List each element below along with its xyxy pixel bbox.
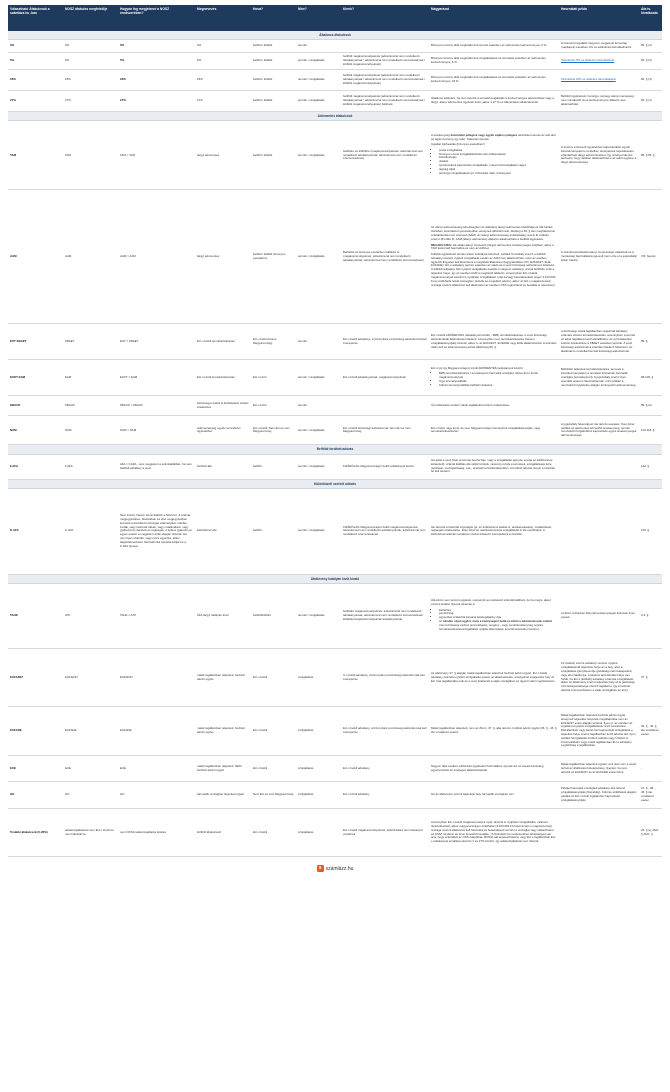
list-item: • Külzeti szemelyszállítás belföldi szakasza [439,384,557,388]
cell-where: Nem EU és nem Magyarország [251,782,296,809]
cell-where: EU-n belüli [251,649,296,707]
szamlazz-logo-icon: s [317,865,324,872]
cell-vat-key: F.AFA [8,454,63,479]
table-row [8,360,662,396]
list-item: • Ügyl személyszállítás [439,380,557,384]
cell-to-whom: belföldre magánszemélyeknek, adószámmal nem rendelkező adóalanyoknak, adószámmal nem rendelkező szervezeteknek külföldre/magánszemélyeknek adóalanyoknak [341,584,429,649]
cell-what: szolgáltatás [296,782,341,809]
table-row [8,53,662,70]
explanation-list [431,609,557,632]
cell-designation: EU-n kívüli termékértékesítés [195,360,251,396]
cell-explanation: Általános adókulcs, ha nem tartozik a termék/szolgáltatás a kedvezményes adómértékek vagy a tárgyi, alanyi adómentes ügyletek közé, akkor a 27 %-os áfamértéket alkalmazandó. [429,91,559,112]
cell-where: belföld / külföld [251,40,296,53]
cell-what: termék [296,324,341,360]
cell-to-whom: EU-n belüli közösségi adószámmal; Nem EU és nem Magyarország [341,416,429,445]
cell-where: belföld / külföld [251,91,296,112]
cell-what: termék / szolgáltatás [296,454,341,479]
cell-designation: 5% [195,53,251,70]
cell-to-whom: EU-n belüli adóalany, a bizonyítani a közösségi adószámmak kell szerepelnie [341,707,429,756]
cell-vat-key: 27% [8,91,63,112]
cell-law-reference: 36. § - 46. § ide vonatkozó esetei [639,707,662,756]
cell-nosz-equivalent: K.AFA [63,488,118,574]
cell-vat-key: EUT KBAET [8,324,63,360]
section-header [8,479,662,488]
cell-law-reference: 98-109. § [639,360,662,396]
vat-table [8,5,662,857]
cell-designation: 0% [195,40,251,53]
cell-nosz-display: EUT = KBAET [118,324,195,360]
cell-nosz-display: EUFADE [118,707,195,756]
cell-nosz-display: 18% [118,70,195,91]
vat-key-table [8,5,662,872]
cell-explanation: Bizonyos törvény által meghatározott szolgáltatások és termékek esetében az adómentes kedvezményes, 5 %. [429,53,559,70]
cell-explanation: Új közlekedési eszköz másik tagállamba történő értékesítése. [429,396,559,416]
cell-vat-key: EUFAD37 [8,649,63,707]
cell-nosz-equivalent: NAM [63,416,118,445]
cell-what: termék / szolgáltatás [296,416,341,445]
cell-designation: különbözeti áfa [195,488,251,574]
cell-explanation: Bizonyos törvény által meghatározott szolgáltatások és termékek esetében az adómentes kedvezményes, 18 %. [429,70,559,91]
cell-vat-key: További áfakulcsok (0-26%) [8,809,63,857]
cell-vat-key: EUKT EAM [8,360,63,396]
cell-explanation [429,809,559,857]
cell-law-reference: 82. § (2) [639,53,662,70]
table-row [8,488,662,574]
cell-to-whom: belföldi magánszemélyeknek (adószámmal nem rendelkező adóalanyoknak / adószámmal nem rendelkező szervezeteknek / külföldi magánszemélyeknek) [341,70,429,91]
column-header-law-reference: Áfa tv. hivatkozás [639,5,662,31]
section-header [8,445,662,454]
cell-usage-example [559,53,639,70]
cell-nosz-equivalent: 18% [63,70,118,91]
explanation-paragraph: Külföldi ügyleteknél szintén eltérő szabályok lehetnek, például fő szabály szerint a külföldi adóalany részére nyújtott szolgáltatás esetén az AAM nem alkalmazható, ezen az esetben ügyletről fizgyelen kell kisérítseni a megfelelő áfakulcsot (leggyakrabban HO, EUFAD37, EUE, EUFADE). EU-s adóalany partner esetében az eladó és a vevő közösségi adószáma is kötelező. A külföldi adóalany felé nyújtott szolgáltatás esetében maga az adóalany, annak belföldre szük a teljesítés helye, így az esetben AAM a megfelelő áfakulcs. Amennyiben EU-n belüli magánszemélyek távolról is nyújtható szolgáltatást nyújt és/vagy távértékesítést végez 3.100.000 Ft-os értékhatár feletti összegben (adózik és megelőző adóév), akkor az EU-s magánszemély országa szerinti áfakulcsot kell alkalmazni az esetben OSS regisztráció és bevallás is releváns(!) [431,251,556,287]
cell-what: termék / szolgáltatás [296,70,341,91]
cell-where: belföld / külföld [251,70,296,91]
footer-logo [317,865,354,872]
cell-nosz-display: TAHK = ATK [118,584,195,649]
cell-usage-example: Belföldi ügyleteknél, ha tárgyi- és/vagy alanyi mentesség nem vonatkozik rá és kedvezményes áfakulcs sem alkalmazható. [559,91,639,112]
cell-law-reference: 142. § [639,454,662,479]
table-row [8,809,662,857]
column-header-nosz-display: Hogyan fog megjelenni a NOSZ rendszerében? [118,5,195,31]
cell-to-whom: belföldre és külföldre (magánszemélyeknek, adószámmal nem rendelkező adóalanyoknak, adószámmal nem rendelkező szervezeteknek) [341,121,429,190]
cell-where: EU-n kívül [251,360,296,396]
table-row [8,396,662,416]
cell-to-whom: belföldi magánszemélyeknek (adószámmal nem rendelkező adóalanyoknak / adószámmal nem rendelkező szervezeteknek / külföldi magánszemélyeknek) [341,53,429,70]
cell-nosz-display: NAM = NAM [118,416,195,445]
cell-designation: ÁFA tárgyi hatályán kívül [195,584,251,649]
cell-designation: 27% [195,91,251,112]
cell-usage-example [559,70,639,91]
cell-designation: fordított áfa [195,454,251,479]
cell-to-whom: EU-n kívüli adóalanyoknak, magánszemélyeknek [341,360,429,396]
cell-law-reference: 37. § , 38. - 46. § ide vonatkozó esetei [639,782,662,809]
cell-law-reference: 37. § [639,649,662,707]
section-title: Különbözeti szerinti adózás [8,479,662,488]
cell-to-whom: EU-n kívüli adóalany [341,782,429,809]
cell-nosz-equivalent: 5% [63,53,118,70]
column-header-designation: Megnevezés [195,5,251,31]
cell-what: termék / szolgáltatás [296,53,341,70]
explanation-paragraph: Amennyiben EU-n belüli magánszemélyek nyújt, távolról is nyújtható szolgáltatást, valamint távértékesítést, akkor magyarországon értékhatár (3.100.000 Ft) felett az EU-s magánszemély országa szerinti áfakulcsot kell használni és beleértékesít sez EU-s országba vagy választhatod az OSS* rendszer és azon keresztül bevallás. *A Számlázz.hu rendszerében lehetőséged van arra, hogy számlából az OSS űrlap(kban MOSS) alá tegeteerhassza, vagy EU-s tagállamban EU-s adóalanyok érvaltása okozott (1 és 27% között), így adatszolgáltatási nem történik [431,820,556,844]
cell-explanation: Ha adott a vevő fizeti (a termék beszerzője, vagy a szolgáltatás igénybe vevője az adófizetésre kötelezett): számla kiállítás áfa nélkül történik, ráutonnyi szóla a termékek, szolgáltatások köre (építőipar, mezőgazdaság, vas-, acélipari termékértékesítés). A fordított adózás tényét a számlán fel kell tüntetni. [429,454,559,479]
cell-what: termék / szolgáltatás [296,190,341,324]
cell-vat-key: K.AFA [8,488,63,574]
table-row [8,40,662,53]
cell-nosz-display: TAM = TAM [118,121,195,190]
cell-where: EU-n belüli [251,809,296,857]
cell-vat-key: AAM [8,190,63,324]
table-row [8,782,662,809]
cell-law-reference: 110-118. § [639,416,662,445]
cell-what: termék [296,396,341,416]
column-header-vat-key: Választható Áfakulcsok a számlázz.hu -ban [8,5,63,31]
list-item: • oktatás [439,160,557,164]
cell-nosz-equivalent: TAM [63,121,118,190]
cell-to-whom: EU-n belüli adóalany [341,756,429,782]
column-header-usage-example: Használati példa [559,5,639,31]
list-item: • kártérítés [439,609,557,613]
cell-nosz-display: 0% [118,40,195,53]
cell-designation: Adómentesség egyéb nemzetközi ügyletekhez [195,416,251,445]
cell-where: belföld / külföld (bizonyos esetekben) [251,190,296,324]
cell-where: belföld/külföld [251,584,296,649]
cell-usage-example: A számla kiosztásától alanyi mentességet választott és a mentesség használatára jogosult (nem érte el a jogszabályi érték- határt). [559,190,639,324]
cell-where: EU-n belüli [251,707,296,756]
cell-law-reference: 85. § 86. § [639,121,662,190]
cell-what: termék / szolgáltatás [296,360,341,396]
cell-designation: külföldi áfakulcsok² [195,809,251,857]
list-item: • az minden olyan ügylet, mely a közösségen belül és kívül is adómentesnek számít (nem közösségi eszköz (személlyelés, sergény - vagy mentőtevékenység végzés, termékértékesítés/szolgáltatás nyújtás diplomáciai, konzuli képviselet részére). [439,620,557,631]
cell-law-reference: 216. § [639,488,662,574]
list-item: • pénzbírság [439,612,557,616]
cell-usage-example: Másik tagállamban teljesített fordított adózó ügylet, amelynek teljesítési helyének megállapítása nem az EUFAD37 esete alapján történik. Ilyen pl. az esetben az ingatlanra nyújtott szolgáltatások nincs tanusítvára. Mazállamban vagy bérlet-hez kapcsolódó szolgáltatás a teljesítés helye szerint tagállamban kerül adózás alá. Ilyen például Szolgáltatás fordított adózás nagy Üzletek is Koszovárkként vagy másik tagállamban EU-s adóalany: Legtöbbség a tagállamban. [559,707,639,756]
column-header-explanation: Magyarázat [429,5,559,31]
cell-nosz-equivalent: AAM [63,190,118,324]
cell-designation: másik tagállamban teljesített, fordított adózó ügylet [195,707,251,756]
column-header-where: Hova? [251,5,296,31]
cell-nosz-display: HO [118,782,195,809]
cell-nosz-display: EUFAD37 [118,649,195,707]
cell-nosz-equivalent: EUFAD37 [63,649,118,707]
section-header [8,574,662,583]
footer [8,865,662,872]
table-body [8,31,662,857]
cell-usage-example [559,488,639,574]
table-row [8,454,662,479]
cell-nosz-equivalent: F.AFA [63,454,118,479]
cell-nosz-display: Nem között, hanem típust külözik a NAV-hoz. A számla megjegyzésben, tételrékban és első megjegyzésben kerrésút a következő szöveget valamelyikét: utazási irodák, vagy használt cikkek, vagy műalkotások, vagy gyűjteményi darabok és régiségek. A tipikus gyakorló pp egyes esetén a megjelenő érték alapján történik. Ha nem ilyan számlán, vagy nincs egyértés, akkor alapértelmezetten használt cikk típusúal kötjük be a K.AFA típusat. [118,488,195,574]
cell-nosz-display: EUKT = EAM [118,360,195,396]
explanation-paragraph: MEGJEGYZÉS: Ha valaki alanyi mentesítő (tárgyi) adómentes tevékenységet szájhitez, akkor a TAM kódot kell használnia és nem az AAM-et. [431,242,554,251]
cell-usage-example: Másik tagállamban teljesített ügylett, ami után nem a vevőt terheli az áfafizetési kötelezettség. Ilyenkor, ha nem tartozik az EUFAD37 és az EUFADE esetei közé. [559,756,639,782]
cell-nosz-equivalent: HO [63,782,118,809]
cell-nosz-equivalent: KBAUK [63,396,118,416]
cell-where: EU-n belüli [251,756,296,782]
table-row [8,190,662,324]
cell-nosz-display: EUE [118,756,195,782]
cell-to-whom: U-n belüli adóalany, a bizonyítani a közösségi adószámmak kell szerepelnie [341,649,429,707]
cell-nosz-display: 27% [118,91,195,112]
cell-designation: másik tagállamban teljesített, fordított adózó ügylet [195,649,251,707]
section-header [8,112,662,121]
cell-nosz-display: 5% [118,53,195,70]
cell-nosz-equivalent: EUFADE [63,707,118,756]
explanation-paragraph: EU-n (és így Magyarországon) kívüli ADÓMENTES (adóalanyok között) [431,365,523,370]
list-item: • közétkeztetés [439,156,557,160]
cell-vat-key: NAM [8,416,63,445]
table-row [8,756,662,782]
cell-what: termék [296,40,341,53]
list-item: • tagsági díjak [439,168,557,172]
cell-where: EU-n belüli; Nem EU és nem Magyarország [251,416,296,445]
explanation-paragraph: Áfa körön nem tartozó ügyletek, melyekről nem kötelező számlát kiállítani, de ha mégis, akkor ezzel a kóddal. Ilyenek lehetnek a: [431,598,552,606]
cell-what: szolgáltatás [296,756,341,782]
list-item: • egyesületi szakértők kamarai kötelegdíjai/ny díja [439,616,557,620]
table-row [8,121,662,190]
column-header-what: Mire? [296,5,341,31]
cell-law-reference: 82. § (4) [639,40,662,53]
cell-nosz-equivalent: ATK [63,584,118,649]
cell-what: termék / szolgáltatás [296,488,341,574]
table-row [8,584,662,649]
cell-usage-example [559,454,639,479]
cell-explanation: Ha az áfatörvény szerint teljesítési hely harmadik országban van. [429,782,559,809]
cell-law-reference: 29. § a), 45/A. § 46/A. § [639,809,662,857]
cell-explanation [429,360,559,396]
cell-vat-key: TAHK [8,584,63,649]
cell-designation: harmadik országban teljesített ügylet [195,782,251,809]
cell-where: EU-n kívül [251,396,296,416]
cell-nosz-display: KBAUK = KBAUK [118,396,195,416]
cell-designation: másik tagállamban teljesített, NEM fordított adózó ügylet [195,756,251,782]
cell-usage-example: Például harmadik országbeli adóalany felé történő szolgáltatásnyújtás (főszabály). Kútrinte szállítások alapján például az EU-n kívüli ingatlanhoz kapcsolódó szolgáltatásnyújtás. [559,782,639,809]
footer-logo-text: számlázz.hu [325,865,354,872]
cell-to-whom [341,396,429,416]
cell-usage-example [559,396,639,416]
cell-nosz-equivalent: EAM [63,360,118,396]
cell-to-whom: EU-n belüli adóalanyi, a bizonyítani a közösségi adószámmal kell szerepelnie [341,324,429,360]
cell-usage-example: A helenérét legalább négyszer megjelenő könyv/lap (napilapok) esetében 0% os adókulcsot kell alkalmazni. [559,40,639,53]
cell-law-reference: 89. § [639,324,662,360]
explanation-list [431,372,557,387]
list-item: • bizonyos orvosi szolgáltatások/termék értékesítések [439,153,557,157]
explanation-paragraph: Ingatlan bérbeadás (bizonyos esetekben!) [431,142,485,147]
table-row [8,70,662,91]
cell-explanation [429,190,559,324]
cell-usage-example [559,809,639,857]
cell-nosz-display: AFA = F.AFA - nem megjelenő a számlakiállítás, ha nem belföldi adóalany a vevő. [118,454,195,479]
cell-explanation: Másik tagállamban teljesített, nem az Áfa tv. 37. § -ába tartozó, fordított adózó ügylet (36. § - 46. § ide vonatkozó esetei) [429,707,559,756]
table-row [8,91,662,112]
cell-usage-example: A törvény a felsorolt ügyletekhez kapcsolódóan egyéb követelményeket is rendelhet, amelyeknek teljesülésekor számlázható tárgyi adómentesként. Így mindig érdemes átolvasni, hogy valóban alkalmazható-e az adott ügyletre a tárgyi adómentesség. [559,121,639,190]
cell-what: szolgáltatás [296,809,341,857]
cell-explanation: Ide tartozik a használt ingóságok (pl. az antikváriumi eladás is, autókereskedés), műalkotások, régiségek értékesítése. Ezen körül az utazásszervezési szolgáltatást is ide sorolhatjuk. A különbözeti adózás vonatkozó viszket kötelező szerepeltetni a számlán. [429,488,559,574]
cell-vat-key: 0% [8,40,63,53]
cell-to-whom: Belföldre és bizonyos esetekben külföldre is (magánszemélyeknek, adószámmal nem rendelkező adóalanyoknak, adószámmal nem rendelkező szervezeteknek) [341,190,429,324]
explanation-paragraph: Az alanyi adómentesség lehetőségben az adóalany alanyi adómentes kódolhatja az áfa hazaló tisztában, kiosztásból gondoskodhat, amelynek áthárítóti adó, illetőleg a 83. § ban meghatározott százalékérték nem szerepel (AAM). Az alanyi adómentesség érdekadatág, amely fő szabály szerint 18 millió Ft, AAM (alanyi adómentes) áfakulcs alkalmazható a belföldi ügyletekre. [431,225,556,241]
explanation-paragraph: A tevékenység közérdekű jellegére vagy egyéb sajátos jellegére tekintettel mentes az adó alól az ügylet (törvény így adó). Tipikusan ilyenek: [431,132,556,141]
cell-designation: EU-n belüli termékértékesítés [195,324,251,360]
cell-what: szolgáltatás [296,649,341,707]
cell-where: belföld [251,454,296,479]
section-title: Általános áfakulcsok [8,31,662,40]
cell-where: belföld / külföld [251,53,296,70]
cell-to-whom [341,40,429,53]
column-header-to-whom: Kinek? [341,5,429,31]
cell-nosz-equivalent: 27% [63,91,118,112]
cell-usage-example: A Közösségi másik tagállamban regisztrált adóalany számára történő termékértékesítés, amennyiben a termék az adott tagállama kerül elszállításra. Az új közlekedési eszköz értékesítése a KBAET esetében tartozik. A vevő közösségi adószámát a számlán kötelező feltüntetni. Az áladónak is rendelkeznie kell közösségi adószámmal. [559,324,639,360]
cell-law-reference: 2-3. § [639,584,662,649]
cell-law-reference: - [639,756,662,782]
list-item: • pénzügyi szolgáltatások (pl. biztosítási üzlet, kötvények) [439,172,557,176]
list-item: • B2B) termékértékesítés / termékexport harmadik országba, illetve EU-n kívüli magánszemélynek [439,372,557,380]
cell-where: belföld / külföld [251,121,296,190]
cell-what: termék / szolgáltatás [296,121,341,190]
cell-nosz-equivalent: adatszolgáltatásra nem EU-n kívüli ha nem külsőjük be [63,809,118,857]
cell-vat-key: HO [8,782,63,809]
usage-example-link[interactable]: Számlázás 5%-os áfakulcs használatával [561,58,615,63]
cell-explanation: EU-n belül, vagy kívül, de nem Magyarországon kezonyított szolgáltatásnyújtás, vagy termékértékesítéshez [429,416,559,445]
cell-to-whom: belföldi magánszemélyeknek (adószámmal nem rendelkező adóalanyoknak / adószámmal nem rendelkező szervezeteknek / külföldi magánszemélyeknek) bárkinek [341,91,429,112]
cell-law-reference: XIII. fejezet [639,190,662,324]
section-title: Adómentes áfakulcsok [8,112,662,121]
section-header [8,31,662,40]
cell-usage-example: a kitűző oszlopban felsorolt tevékenységek tipikusan ilyen esetek. [559,584,639,649]
explanation-list [431,149,557,176]
cell-what: termék / szolgáltatás [296,91,341,112]
cell-what: termék / szolgáltatás [296,584,341,649]
table-header-row [8,5,662,31]
cell-designation: tárgyi adómentes [195,121,251,190]
cell-explanation: EU-n belüli ADÓMENTES (adóalanyok között) - B2B) termékértékesítés. A vevő közösségi adószámának feltüntetése kötelező. Amennyiben nem termékértékesítés (hanem szolgáltatásnyújtás) történik, akkor a: az EUFAD37, EUFADE vagy EUE alkalmazandó. A számlán utalni kell az adómentesség adnia/ állatőrség 89. §. [429,324,559,360]
list-item: • sporttevékeni kapcsolódó szolgáltatás, melyet közszolgáltatói végez [439,164,557,168]
cell-law-reference: 82. § (1) [639,91,662,112]
table-row [8,324,662,360]
cell-usage-example: A jogszabály felsorolja az ide tartozó eseteket. Ilyen lehet például az adómentes közvetítői tevékenység, termék nemzetközi forgalmához kapcsolódó egyes tevékenységek adómentessége. [559,416,639,445]
cell-explanation: Az áfatörvény 37. § alapján másik tagállamban teljesített fordított adózó ügylet. EU-n belüli adóalany számára nyújtott szolgáltatás esetén az alkalmazandó, amelyeknél a teljesítési hely az EU más tagállamába esik és a vevő kötelezett a saját országában az ügylett utáni megfizetésére [429,649,559,707]
cell-explanation [429,121,559,190]
cell-vat-key: 18% [8,70,63,91]
cell-vat-key: TAM [8,121,63,190]
cell-designation: 18% [195,70,251,91]
section-title: Áfatörvény hatályán kívül kivaló [8,574,662,583]
table-row [8,416,662,445]
cell-where: EU-n belül (kivéve Magyarország) [251,324,296,360]
cell-vat-key: KBAUK [8,396,63,416]
cell-to-whom: EU-n belüli magánszemélyeknek, adóOsztásra nem kötelezett vevőknek [341,809,429,857]
cell-vat-key: 5% [8,53,63,70]
cell-explanation: Bizonyos törvény által meghatározott termék esetében az adómentes kedvezményes, 0 %. [429,40,559,53]
cell-nosz-equivalent: 0% [63,40,118,53]
section-title: Belföldi fordított adózás [8,445,662,454]
cell-nosz-equivalent: EUE [63,756,118,782]
cell-to-whom: KIZÁRÓLAG Magyarországon belüli magánszemélyeknek, adószámmal nem rendelkező adóalanyoknak, adószámmal nem rendelkező szervezeteknek [341,488,429,574]
cell-nosz-display: AAM = AAM [118,190,195,324]
cell-what: szolgáltatás [296,707,341,756]
cell-nosz-display: nem NOSZ adatszolgáltatás köteles [118,809,195,857]
cell-law-reference: 89. § (2) [639,396,662,416]
cell-vat-key: EUE [8,756,63,782]
table-row [8,649,662,707]
cell-explanation: Nagyon ritka esetben előforduló ügyleteket használatos, ilyenek a/z az esetek közösség egyszerűsített és esetleges alkalmazásánál. [429,756,559,782]
cell-law-reference: 82. § (3) [639,70,662,91]
cell-where: belföld [251,488,296,574]
cell-designation: közösségen belüli új közlekedési eszköz értékesítés [195,396,251,416]
usage-example-link[interactable]: Számlázás 18%-os áfakulcs használatával [561,77,616,82]
cell-explanation [429,584,559,649]
column-header-nosz-equivalent: NOSZ áfakulcs megfelelője [63,5,118,31]
table-row [8,707,662,756]
cell-usage-example: Fő szabály szerint adóalany részére nyújtott szolgáltatásnál teljesítési helye az a hely, ahol a szolgáltatás igénybevevője gazdasági célú letelepedett, vagy ahol lakóhelye, szokásos tartózkodási helye van. Tehát, ha EU-s (külföldi) adóalany számára szolgáltatást, akkor az áfatörvény szerint teljesítési hely az E gazdaság célú letelepedettsége szerinti tagállama, így a fordított adózás érvényesítésére a saját országában az alnyt. [559,649,639,707]
cell-designation: tárgyi adómentes [195,190,251,324]
cell-nosz-equivalent: KBAET [63,324,118,360]
cell-to-whom: KIZÁRÓLAG Magyarországon belüli adóalanyok között [341,454,429,479]
list-item: • posta szolgáltatás [439,149,557,153]
cell-usage-example: Belföldön teljesített termékértékesítés, ami-nek a következményeként a terméket közpéntek harmadik országba (termékexport). A jogszabály szerint ilyen speciális esetei is léteznek/annak, mint például a nemzetközi ügyletekre alapján érvényesítő adómentesség. [559,360,639,396]
cell-vat-key: EUFADE [8,707,63,756]
